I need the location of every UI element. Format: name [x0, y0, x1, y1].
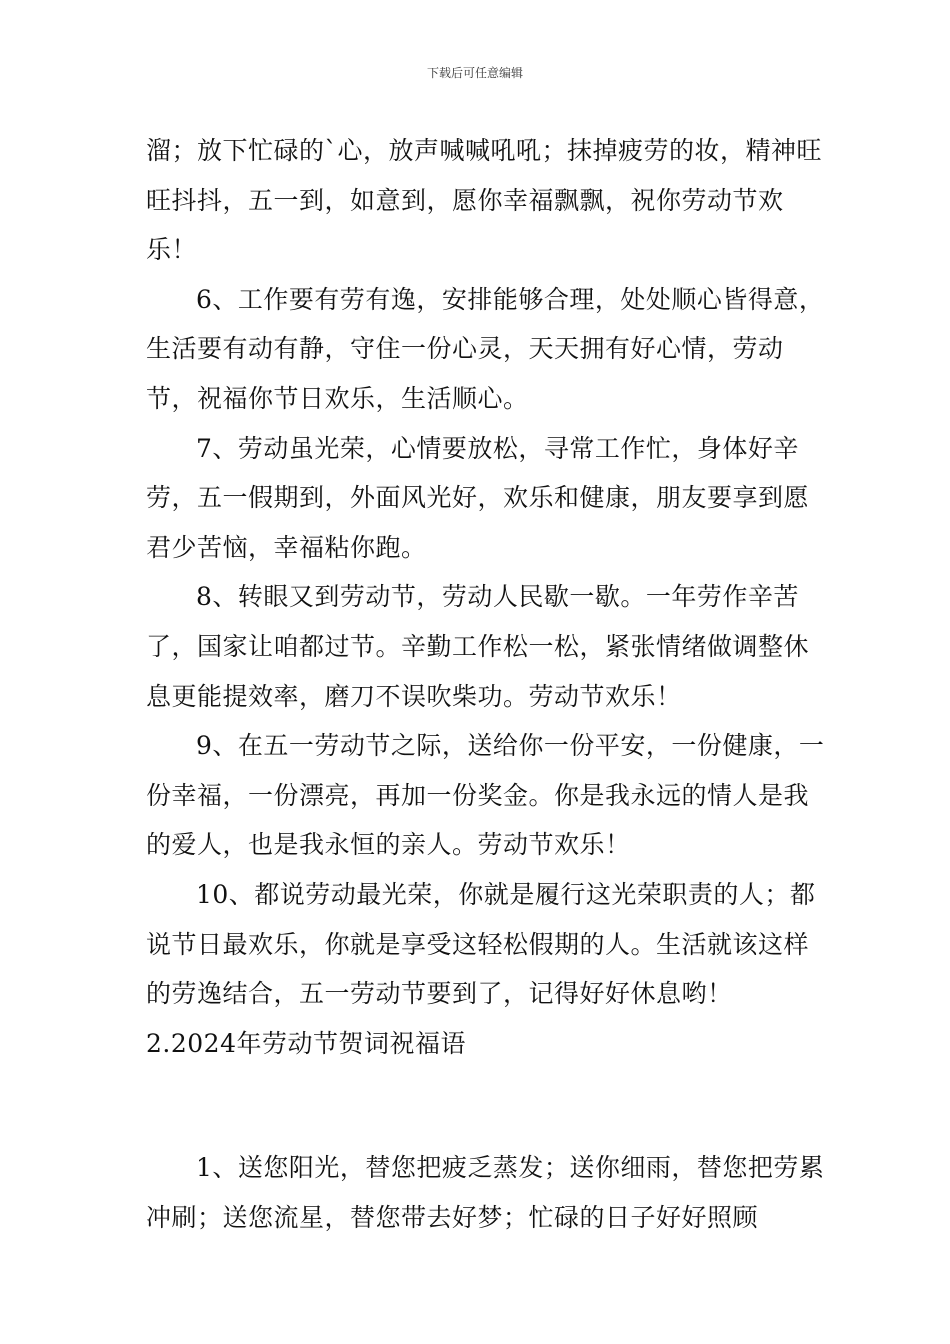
- paragraph-item-9: 9、在五一劳动节之际，送给你一份平安，一份健康，一份幸福，一份漂亮，再加一份奖金。你是我永远的情人是我的爱人，也是我永恒的亲人。劳动节欢乐！: [146, 731, 825, 860]
- document-body: [146, 126, 826, 1242]
- paragraph-item-8: 8、转眼又到劳动节，劳动人民歇一歇。一年劳作辛苦了，国家让咱都过节。辛勤工作松一松，紧张情绪做调整休息更能提效率，磨刀不误吹柴功。劳动节欢乐！: [146, 582, 810, 711]
- page-header: 下载后可任意编辑: [426, 66, 523, 80]
- section-heading: 2.2024年劳动节贺词祝福语: [146, 1028, 466, 1058]
- paragraph-continuation: 溜；放下忙碌的`心，放声喊喊吼吼；抹掉疲劳的妆，精神旺旺抖抖，五一到，如意到，愿你幸福飘飘，祝你劳动节欢乐！: [146, 136, 823, 265]
- paragraph-item-7: 7、劳动虽光荣，心情要放松，寻常工作忙，身体好辛劳，五一假期到，外面风光好，欢乐和健康，朋友要享到愿君少苦恼，幸福粘你跑。: [146, 433, 810, 562]
- paragraph-item-10: 10、都说劳动最光荣，你就是履行这光荣职责的人；都说节日最欢乐，你就是享受这轻松假期的人。生活就该这样的劳逸结合，五一劳动节要到了，记得好好休息哟！: [146, 879, 816, 1009]
- paragraph-item-6: 6、工作要有劳有逸，安排能够合理，处处顺心皆得意，生活要有动有静，守住一份心灵，天天拥有好心情，劳动节，祝福你节日欢乐，生活顺心。: [146, 284, 825, 413]
- section-spacer: [146, 1068, 826, 1143]
- paragraph-item-1: 1、送您阳光，替您把疲乏蒸发；送你细雨，替您把劳累冲刷；送您流星，替您带去好梦；忙碌的日子好好照顾: [146, 1153, 825, 1232]
